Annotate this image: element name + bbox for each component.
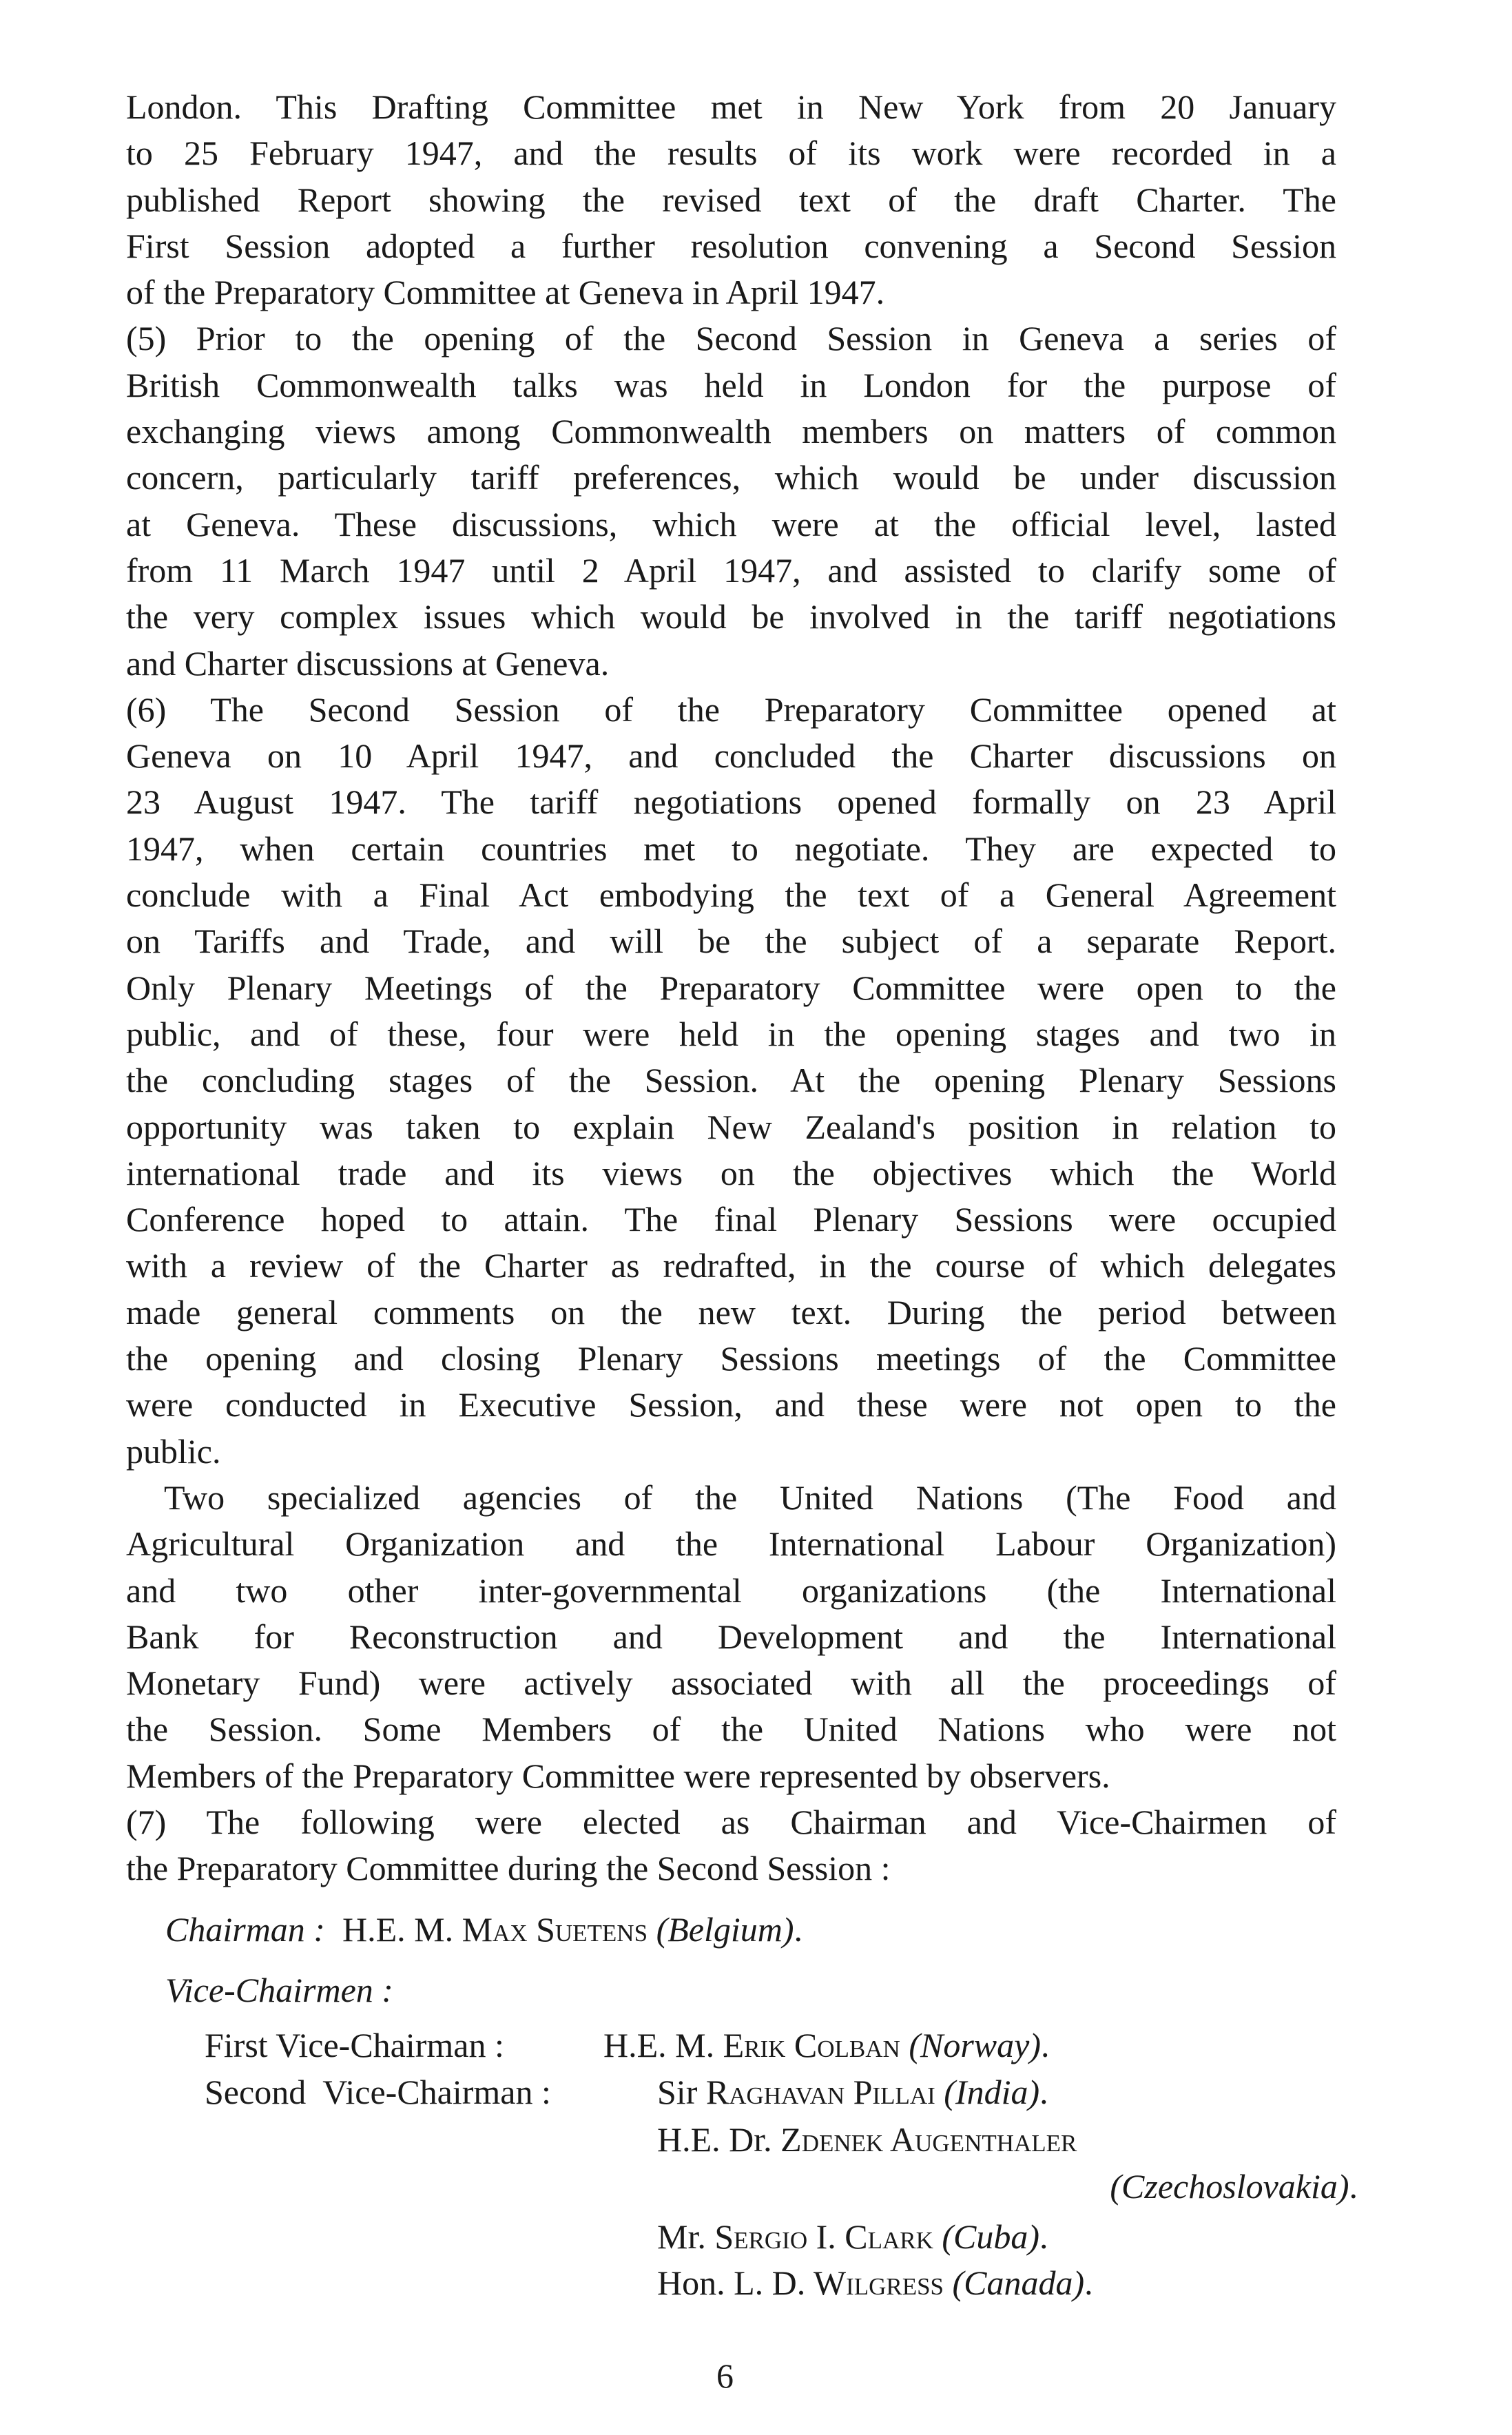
- text-line: public, and of these, four were held in the opening stages and two in: [126, 1014, 1336, 1053]
- second-vice-chairman: [657, 2260, 1093, 2306]
- text-line: at Geneva. These discussions, which were at the official level, lasted: [126, 504, 1336, 543]
- second-vice-label: Second Vice-Chairman :: [205, 2073, 551, 2111]
- paragraph: [126, 315, 1336, 686]
- period: .: [1039, 2217, 1048, 2256]
- second-vice-chairman: [657, 2117, 1077, 2163]
- text-line: London. This Drafting Committee met in New York from 20 January: [126, 87, 1336, 126]
- paragraph: [126, 1475, 1336, 1799]
- text-line: the Preparatory Committee during the Second Session :: [126, 1849, 891, 1888]
- text-line: First Session adopted a further resolution convening a Second Session: [126, 226, 1336, 265]
- country-line: [1110, 2164, 1358, 2210]
- text-line: from 11 March 1947 until 2 April 1947, and assisted to clarify some of: [126, 550, 1336, 590]
- text-line: published Report showing the revised text of the draft Charter. The: [126, 180, 1336, 219]
- text-line: 23 August 1947. The tariff negotiations opened formally on 23 April: [126, 783, 1336, 822]
- paragraph: [126, 687, 1336, 1475]
- text-line: of the Preparatory Committee at Geneva in April 1947.: [126, 273, 885, 312]
- text-line: the opening and closing Plenary Sessions meetings of the Committee: [126, 1339, 1336, 1378]
- text-line: to 25 February 1947, and the results of its work were recorded in a: [126, 134, 1336, 173]
- text-line: with a review of the Charter as redrafted, in the course of which delegates: [126, 1246, 1336, 1285]
- second-vice-chairman: [657, 2069, 1048, 2115]
- text-line: Only Plenary Meetings of the Preparatory Committee were open to the: [126, 968, 1336, 1007]
- text-line: public.: [126, 1431, 221, 1471]
- country: (Cuba): [942, 2217, 1040, 2256]
- period: .: [1041, 2026, 1050, 2064]
- vice-chairmen-label: Vice-Chairmen :: [165, 1971, 393, 2009]
- text-line: the Session. Some Members of the United Nations who were not: [126, 1710, 1336, 1749]
- text-line: exchanging views among Commonwealth members on matters of common: [126, 412, 1336, 451]
- person-name: Max Suetens: [462, 1910, 648, 1949]
- first-vice-chairman: [603, 2022, 1050, 2069]
- name-prefix: H.E. M.: [342, 1910, 462, 1949]
- text-line: the concluding stages of the Session. At the opening Plenary Sessions: [126, 1061, 1336, 1100]
- first-vice-label: First Vice-Chairman :: [205, 2026, 504, 2064]
- text-line: concern, particularly tariff preferences, which would be under discussion: [126, 458, 1336, 497]
- second-vice-chairman: [657, 2214, 1048, 2260]
- person-name: Raghavan Pillai: [705, 2073, 935, 2111]
- person-name: Sergio I. Clark: [714, 2217, 933, 2256]
- text-line: Members of the Preparatory Committee were represented by observers.: [126, 1756, 1110, 1795]
- text-line: opportunity was taken to explain New Zealand's position in relation to: [126, 1107, 1336, 1146]
- name-prefix: Sir: [657, 2073, 706, 2111]
- text-line: and two other inter-governmental organizations (the International: [126, 1571, 1336, 1610]
- text-line: British Commonwealth talks was held in London for the purpose of: [126, 365, 1336, 404]
- text-line: and Charter discussions at Geneva.: [126, 643, 610, 683]
- name-prefix: H.E. M.: [603, 2026, 723, 2064]
- period: .: [1039, 2073, 1048, 2111]
- text-line: (5) Prior to the opening of the Second Session in Geneva a series of: [126, 319, 1336, 358]
- name-prefix: Mr.: [657, 2217, 715, 2256]
- name-prefix: H.E. Dr.: [657, 2120, 781, 2159]
- period: .: [1349, 2167, 1358, 2206]
- page-number: 6: [716, 2356, 734, 2395]
- name-prefix: Hon.: [657, 2263, 734, 2302]
- person-name: L. D. Wilgress: [734, 2263, 944, 2302]
- text-line: (6) The Second Session of the Preparatory Committee opened at: [126, 690, 1336, 729]
- text-line: on Tariffs and Trade, and will be the subject of a separate Report.: [126, 922, 1336, 961]
- text-line: were conducted in Executive Session, and these were not open to the: [126, 1385, 1336, 1424]
- text-line: Bank for Reconstruction and Development and the International: [126, 1617, 1336, 1656]
- text-line: conclude with a Final Act embodying the text of a General Agreement: [126, 875, 1336, 915]
- text-line: Agricultural Organization and the International Labour Organization): [126, 1524, 1336, 1564]
- chairman-label: Chairman :: [165, 1910, 325, 1949]
- country: (Norway): [909, 2026, 1041, 2064]
- text-line: (7) The following were elected as Chairman and Vice-Chairmen of: [126, 1802, 1336, 1841]
- text-line: international trade and its views on the objectives which the World: [126, 1153, 1336, 1192]
- text-line: Geneva on 10 April 1947, and concluded the Charter discussions on: [126, 736, 1336, 776]
- text-line: made general comments on the new text. During the period between: [126, 1292, 1336, 1332]
- country: (Czechoslovakia): [1110, 2167, 1349, 2206]
- text-line: Two specialized agencies of the United Nations (The Food and: [164, 1478, 1336, 1517]
- text-line: Conference hoped to attain. The final Plenary Sessions were occupied: [126, 1200, 1336, 1239]
- person-name: Zdenek Augenthaler: [780, 2120, 1077, 2159]
- country: (Canada): [952, 2263, 1085, 2302]
- period: .: [1084, 2263, 1093, 2302]
- country: (Belgium): [656, 1910, 794, 1949]
- body-text: [126, 84, 1336, 1892]
- person-name: Erik Colban: [723, 2026, 900, 2064]
- text-line: 1947, when certain countries met to negotiate. They are expected to: [126, 829, 1336, 868]
- paragraph: [126, 84, 1336, 315]
- text-line: Monetary Fund) were actively associated with all the proceedings of: [126, 1664, 1336, 1703]
- paragraph: [126, 1799, 1336, 1892]
- chairman-line: [165, 1907, 802, 1953]
- text-line: the very complex issues which would be involved in the tariff negotiations: [126, 597, 1336, 636]
- period: .: [794, 1910, 802, 1949]
- country: (India): [944, 2073, 1040, 2111]
